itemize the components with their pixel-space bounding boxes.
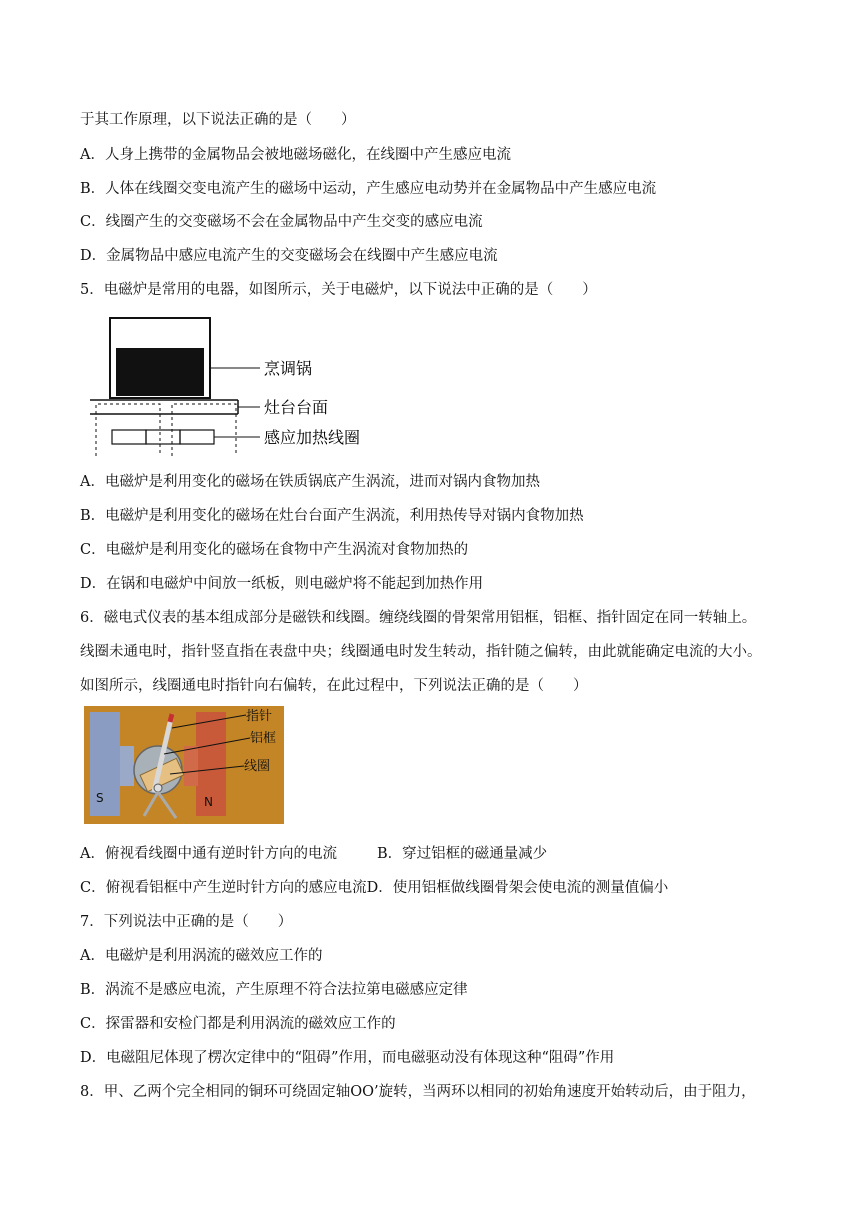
question-7-option-b: B．涡流不是感应电流，产生原理不符合法拉第电磁感应定律 [80,982,468,998]
coil-segment [112,430,146,444]
label-frame: 铝框 [250,731,277,746]
coil-segment [180,430,214,444]
question-6-stem-1: 6．磁电式仪表的基本组成部分是磁铁和线圈。缠绕线圈的骨架常用铝框，铝框、指针固定在同一转轴上。 [80,610,757,626]
question-4-option-d: D．金属物品中感应电流产生的交变磁场会在线圈中产生感应电流 [80,248,498,264]
question-4-option-b: B．人体在线圈交变电流产生的磁场中运动，产生感应电动势并在金属物品中产生感应电流 [80,181,657,197]
label-pot: 烹调锅 [264,359,313,378]
label-coil: 感应加热线圈 [264,428,361,447]
question-6-option-b: B．穿过铝框的磁通量减少 [377,846,548,862]
question-6-stem-3: 如图所示，线圈通电时指针向右偏转，在此过程中，下列说法正确的是（ ） [80,678,588,694]
question-4-option-a: A．人身上携带的金属物品会被地磁场磁化，在线圈中产生感应电流 [80,147,511,163]
question-5-option-b: B．电磁炉是利用变化的磁场在灶台台面产生涡流，利用热传导对锅内食物加热 [80,508,584,524]
question-6-option-d: D．使用铝框做线圈骨架会使电流的测量值偏小 [366,880,669,896]
question-5-option-d: D．在锅和电磁炉中间放一纸板，则电磁炉将不能起到加热作用 [80,576,484,592]
question-7-stem: 7．下列说法中正确的是（ ） [80,914,293,930]
question-4-stem-end: 于其工作原理，以下说法正确的是（ ） [80,112,356,128]
question-8-stem: 8．甲、乙两个完全相同的铜环可绕固定轴OO’旋转，当两环以相同的初始角速度开始转动后，由于阻力， [80,1084,756,1100]
question-5-option-a: A．电磁炉是利用变化的磁场在铁质锅底产生涡流，进而对锅内食物加热 [80,474,540,490]
label-s: S [96,791,104,805]
question-7-option-d: D．电磁阻尼体现了楞次定律中的“阻碍”作用，而电磁驱动没有体现这种“阻碍”作用 [80,1050,615,1066]
moving-coil-meter-figure [84,706,284,824]
induction-cooker-figure [88,314,388,460]
question-6-stem-2: 线圈未通电时，指针竖直指在表盘中央；线圈通电时发生转动，指针随之偏转，由此就能确定电流的大小。 [80,644,762,660]
question-7-option-a: A．电磁炉是利用涡流的磁效应工作的 [80,948,323,964]
pot-food [116,348,204,396]
coil-segment [146,430,180,444]
label-surface: 灶台台面 [264,398,329,417]
label-n: N [204,795,213,809]
label-needle: 指针 [246,709,273,724]
question-6-option-c: C．俯视看铝框中产生逆时针方向的感应电流 [80,880,367,896]
magnet-s-pole [90,712,120,816]
label-coil: 线圈 [244,759,271,774]
question-4-option-c: C．线圈产生的交变磁场不会在金属物品中产生交变的感应电流 [80,214,483,230]
question-7-option-c: C．探雷器和安检门都是利用涡流的磁效应工作的 [80,1016,396,1032]
question-6-options-ab [80,844,547,864]
question-6-options-cd [80,878,668,898]
question-5-option-c: C．电磁炉是利用变化的磁场在食物中产生涡流对食物加热的 [80,542,469,558]
question-6-option-a: A．俯视看线圈中通有逆时针方向的电流 [80,846,337,862]
question-5-stem: 5．电磁炉是常用的电器，如图所示，关于电磁炉，以下说法中正确的是（ ） [80,282,597,298]
